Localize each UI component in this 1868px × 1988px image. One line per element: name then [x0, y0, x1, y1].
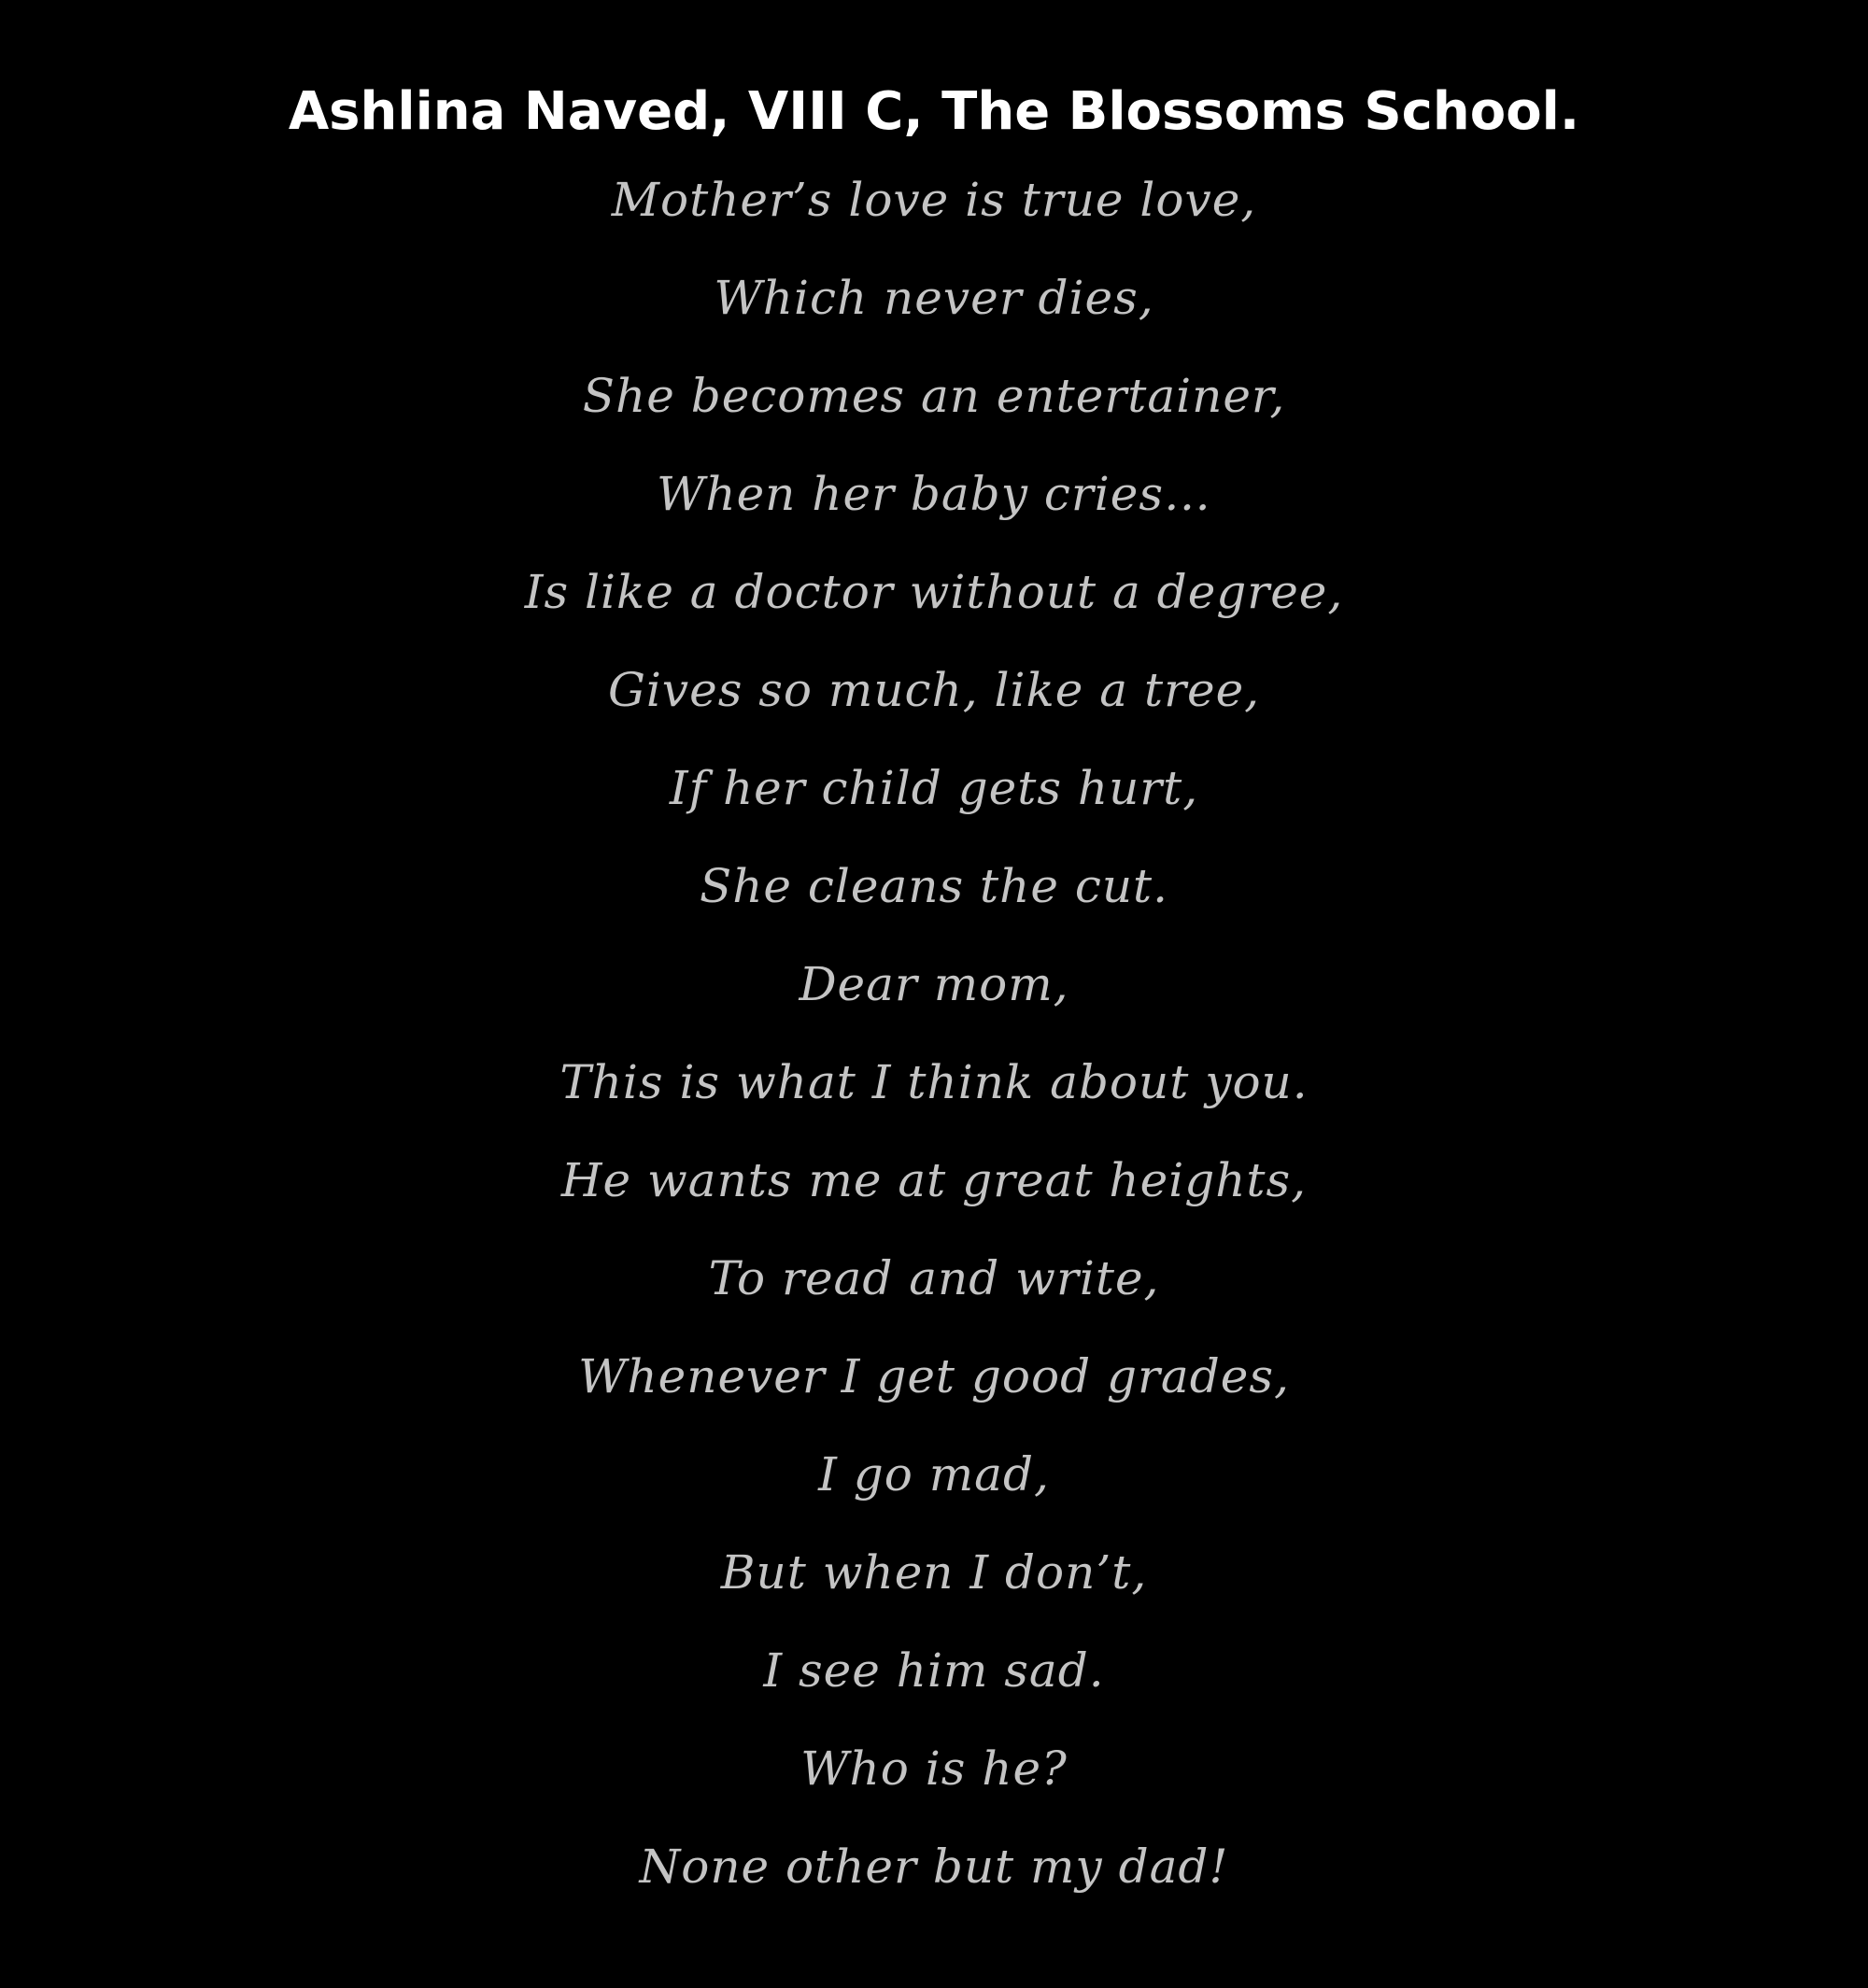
poem-line: Dear mom,	[799, 957, 1069, 1011]
poem-line: Is like a doctor without a degree,	[524, 565, 1344, 619]
poem-line: When her baby cries…	[657, 467, 1211, 521]
poem-line: He wants me at great heights,	[560, 1153, 1308, 1207]
poem-line: I see him sad.	[763, 1643, 1105, 1698]
poem-line: None other but my dad!	[639, 1840, 1229, 1894]
poem-line: She becomes an entertainer,	[582, 369, 1286, 423]
poem-line: Whenever I get good grades,	[578, 1349, 1290, 1403]
poem-line: This is what I think about you.	[559, 1055, 1309, 1109]
poem-line: To read and write,	[708, 1251, 1160, 1305]
poem-line: Mother’s love is true love,	[611, 173, 1257, 227]
poem-line: I go mad,	[818, 1447, 1050, 1502]
poem-line: She cleans the cut.	[699, 859, 1169, 913]
poem-line: But when I don’t,	[720, 1545, 1148, 1600]
author-title: Ashlina Naved, VIII C, The Blossoms School.	[288, 81, 1580, 142]
poem-line: Who is he?	[800, 1741, 1068, 1796]
poem-line: If her child gets hurt,	[669, 761, 1199, 815]
poem-line: Gives so much, like a tree,	[607, 663, 1261, 717]
poem-line: Which never dies,	[714, 271, 1154, 325]
poem-body	[0, 162, 1868, 1927]
